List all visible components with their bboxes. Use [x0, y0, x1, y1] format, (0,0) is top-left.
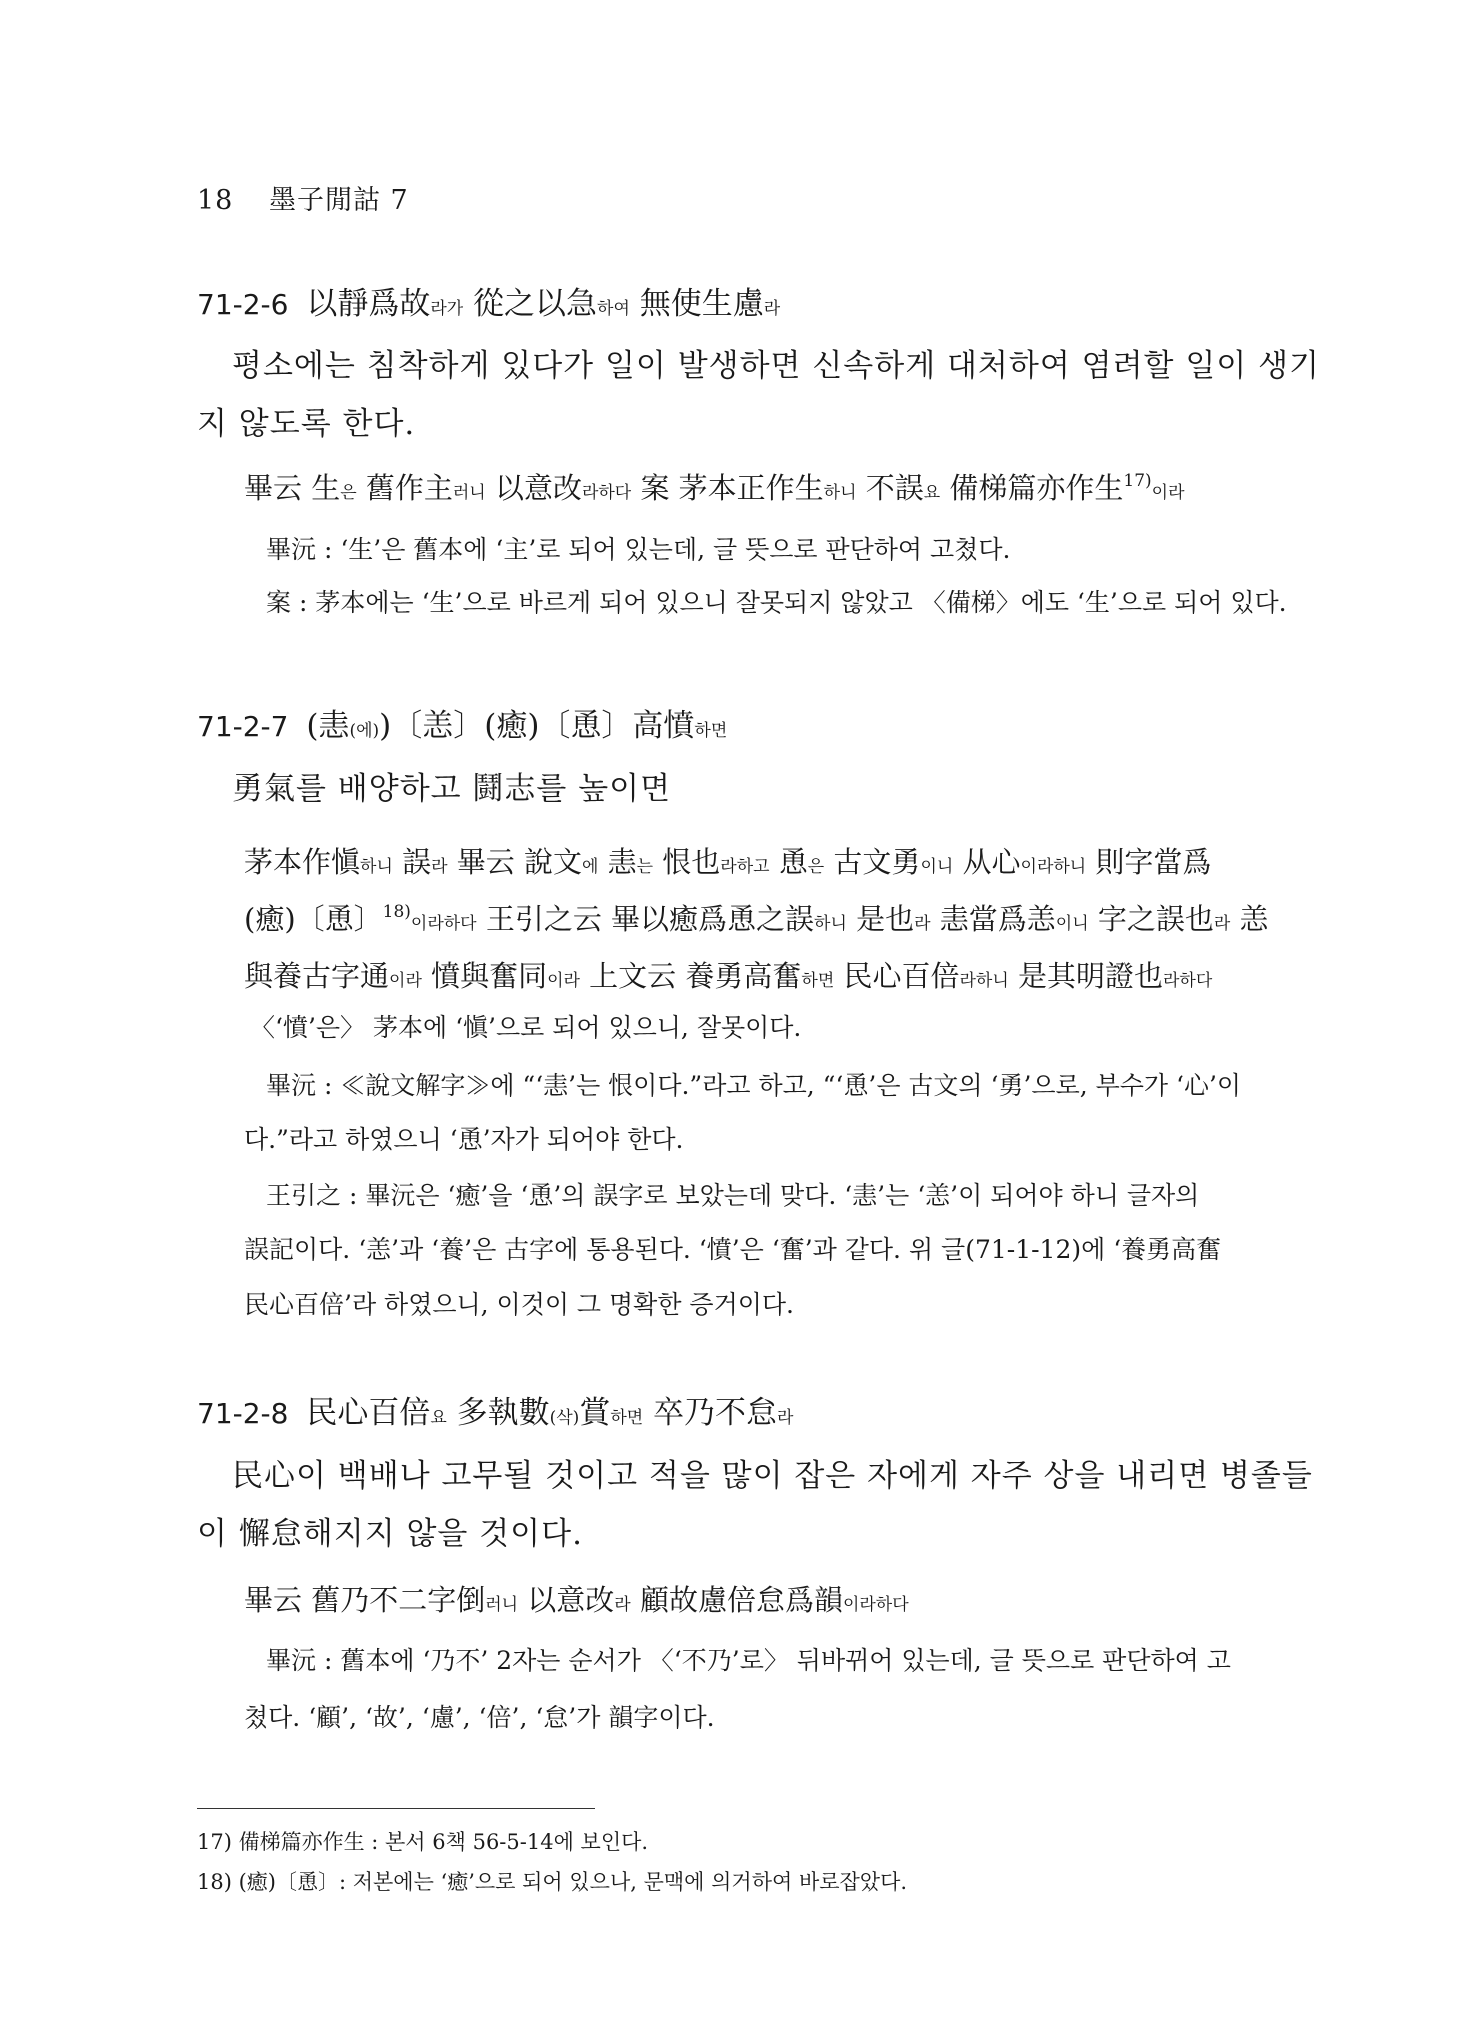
section-heading: 71-2-6 以靜爲故라가 從之以急하여 無使生慮라 [197, 286, 781, 322]
book-title: 墨子閒詁 7 [268, 185, 409, 216]
commentary-line: 畢云 舊乃不二字倒러니 以意改라 顧故慮倍怠爲韻이라하다 [244, 1583, 909, 1617]
section-heading: 71-2-8 民心百倍요 多執數(삭)賞하면 卒乃不怠라 [197, 1395, 794, 1431]
note-line: 畢沅 : 舊本에 ‘乃不’ 2자는 순서가 〈‘不乃’로〉 뒤바뀌어 있는데, 글 뜻으로 판단하여 고 [266, 1646, 1231, 1675]
note-line: 畢沅 : ‘生’은 舊本에 ‘主’로 되어 있는데, 글 뜻으로 판단하여 고쳤다. [266, 535, 1011, 564]
translation-line: 이 懈怠해지지 않을 것이다. [197, 1516, 583, 1552]
commentary-line: (癒)〔恿〕$^{18)}$이라하다 王引之云 畢以癒爲恿之誤하니 是也라 恚當爲恙이니 字之誤也라 恙 [244, 902, 1269, 936]
commentary-line: 茅本作愼하니 誤라 畢云 說文에 恚는 恨也라하고 恿은 古文勇이니 从心이라하니 則字當爲 [244, 845, 1212, 879]
note-line: 王引之 : 畢沅은 ‘癒’을 ‘恿’의 誤字로 보았는데 맞다. ‘恚’는 ‘恙’이 되어야 하니 글자의 [266, 1181, 1200, 1210]
footnote-ref: 17) [1123, 471, 1152, 491]
note-line: 誤記이다. ‘恙’과 ‘養’은 古字에 통용된다. ‘憤’은 ‘奮’과 같다. 위 글(71-1-12)에 ‘養勇高奮 [244, 1235, 1222, 1264]
translation-line: 지 않도록 한다. [197, 406, 416, 442]
section-heading: 71-2-7 (恚(에))〔恙〕(癒)〔恿〕高憤하면 [197, 708, 728, 744]
note-line: 案 : 茅本에는 ‘生’으로 바르게 되어 있으니 잘못되지 않았고 〈備梯〉에도 ‘生’으로 되어 있다. [266, 588, 1287, 617]
note-line: 쳤다. ‘顧’, ‘故’, ‘慮’, ‘倍’, ‘怠’가 韻字이다. [244, 1703, 715, 1732]
commentary-line: 畢云 生은 舊作主러니 以意改라하다 案 茅本正作生하니 不誤요 備梯篇亦作生$^{17)}$이라 [244, 471, 1185, 505]
footnote: 17) 備梯篇亦作生 : 본서 6책 56-5-14에 보인다. [197, 1830, 649, 1854]
running-header [197, 178, 409, 217]
footnote-divider [197, 1808, 595, 1809]
note-line: 다.”라고 하였으니 ‘恿’자가 되어야 한다. [244, 1125, 684, 1154]
note-line: 〈‘憤’은〉 茅本에 ‘愼’으로 되어 있으니, 잘못이다. [250, 1013, 802, 1042]
translation-line: 民心이 백배나 고무될 것이고 적을 많이 잡은 자에게 자주 상을 내리면 병졸들 [232, 1458, 1313, 1494]
page-number: 18 [197, 185, 234, 216]
note-line: 民心百倍’라 하였으니, 이것이 그 명확한 증거이다. [244, 1290, 794, 1319]
footnote: 18) (癒)〔恿〕: 저본에는 ‘癒’으로 되어 있으나, 문맥에 의거하여 바로잡았다. [197, 1870, 908, 1894]
footnote-ref: 18) [382, 902, 411, 922]
note-line: 畢沅 : ≪說文解字≫에 “‘恚’는 恨이다.”라고 하고, “‘恿’은 古文의 ‘勇’으로, 부수가 ‘心’이 [266, 1071, 1242, 1100]
translation-line: 평소에는 침착하게 있다가 일이 발생하면 신속하게 대처하여 염려할 일이 생기 [232, 348, 1320, 384]
commentary-line: 與養古字通이라 憤與奮同이라 上文云 養勇高奮하면 民心百倍라하니 是其明證也라하다 [244, 959, 1213, 993]
translation-line: 勇氣를 배양하고 鬪志를 높이면 [232, 771, 672, 807]
